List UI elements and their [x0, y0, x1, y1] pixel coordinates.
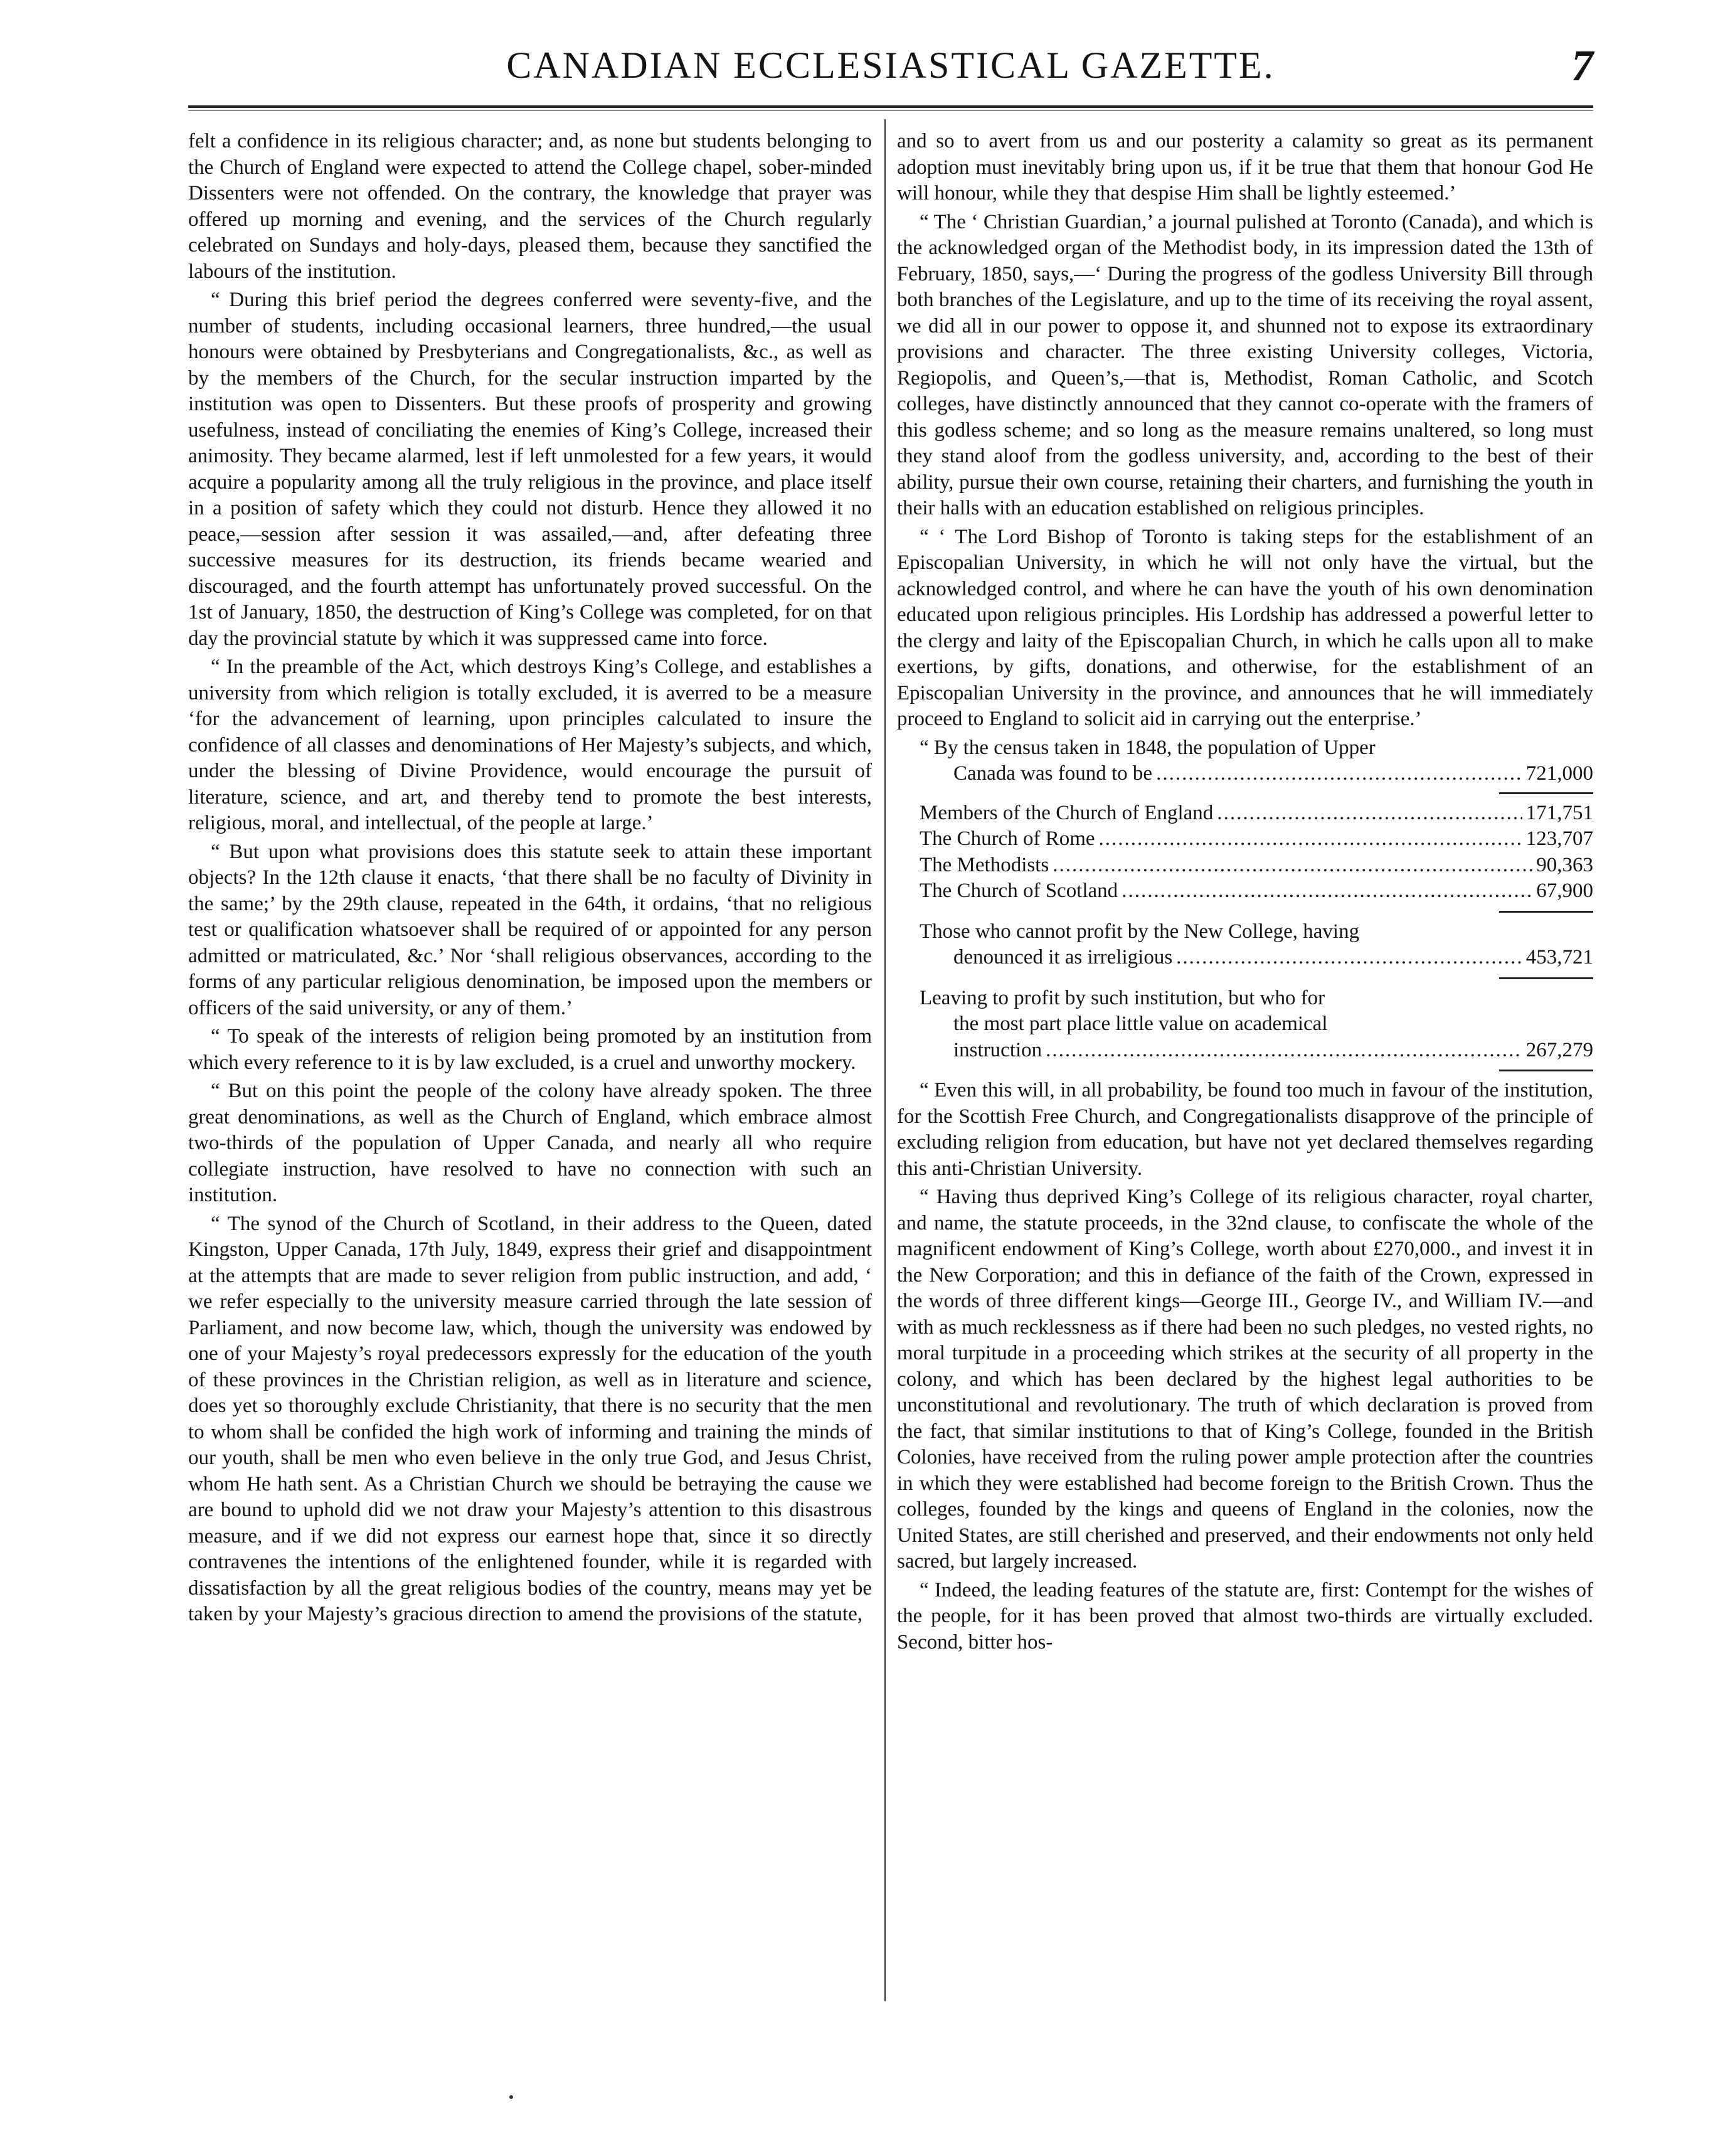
sum-rule [1499, 1070, 1593, 1071]
paragraph: “ To speak of the interests of religion being promoted by an institution from which every reference to it is by law excluded, is a cruel and unworthy mockery. [188, 1025, 872, 1074]
census-intro: “ By the census taken in 1848, the population of Upper [920, 736, 1376, 759]
census-label: instruction [953, 1038, 1042, 1061]
header-rule-thin [188, 110, 1593, 111]
census-label: The Church of Scotland [920, 879, 1118, 902]
census-table [897, 735, 1593, 1072]
page-number: 7 [1571, 42, 1593, 90]
census-label: The Church of Rome [920, 827, 1095, 850]
left-column [188, 129, 872, 1630]
paragraph: “ But upon what provisions does this statute seek to attain these important objects? In the 12th clause it enacts, ‘that there shall be no faculty of Divinity in the same;’ by the 29th clause, repeated in the 64th, it ordains, ‘that no religious test or qualification whatsoever shall be required of or appointed for any person admitted or matriculated, &c.’ Nor ‘shall religious observances, according to the forms of any particular religious denomination, be imposed upon the members or officers of the said university, or any of them.’ [188, 840, 872, 1019]
census-value: 721,000 [1525, 762, 1593, 785]
census-value: 453,721 [1525, 946, 1593, 969]
leader-dots [1122, 878, 1532, 905]
census-label: The Methodists [920, 853, 1049, 876]
census-denominations [897, 800, 1593, 905]
header-rule [188, 105, 1593, 108]
leader-dots [1099, 826, 1522, 852]
right-column [897, 129, 1593, 1658]
census-label: Canada was found to be [953, 762, 1153, 785]
column-divider [884, 119, 886, 2001]
paragraph: “ ‘ The Lord Bishop of Toronto is taking steps for the establishment of an Episcopalian University, in which he will not only have the virtual, but the acknowledged control, and where he can have the youth of his own denomination educated upon religious principles. His Lordship has addressed a powerful letter to the clergy and laity of the Episcopalian Church, in which he calls upon all to make exertions, by gifts, donations, and otherwise, for the establishment of an Episcopalian University in the province, and announces that he will immediately proceed to England to solicit aid in carrying out the enterprise.’ [897, 525, 1593, 730]
census-text: Those who cannot profit by the New College, having [920, 920, 1360, 943]
census-value: 123,707 [1525, 827, 1593, 850]
paragraph: and so to avert from us and our posterity a calamity so great as its permanent adoption must inevitably bring upon us, if it be true that them that honour God He will honour, while they that despise Him shall be lightly esteemed.’ [897, 130, 1593, 204]
sum-rule [1499, 911, 1593, 913]
census-label: denounced it as irreligious [953, 946, 1173, 969]
paragraph: “ Even this will, in all probability, be found too much in favour of the institution, for the Scottish Free Church, and Congregationalists disapprove of the principle of excluding religion from education, but have not yet declared themselves regarding this anti-Christian University. [897, 1079, 1593, 1180]
census-value: 267,279 [1525, 1038, 1593, 1061]
census-value: 171,751 [1525, 801, 1593, 824]
census-row [897, 1038, 1593, 1064]
paragraph: “ The synod of the Church of Scotland, in their address to the Queen, dated Kingston, Upper Canada, 17th July, 1849, express their grief and disappointment at the attempts that are made to sever religion from public instruction, and add, ‘ we refer especially to the university measure carried through the late session of Parliament, and now become law, which, though the university was endowed by one of your Majesty’s royal predecessors expressly for the education of the youth of these provinces in the Christian religion, as well as in literature and science, does yet so thoroughly exclude Christianity, that there is no security that the men to whom shall be confided the high work of informing and training the minds of our youth, shall be men who even believe in the only true God, and Jesus Christ, whom He hath sent. As a Christian Church we should be betraying the cause we are bound to uphold did we not draw your Majesty’s attention to this disastrous measure, and if we did not express our earnest hope that, since it so directly contravenes the intentions of the enlightened founder, while it is regarded with dissatisfaction by all the great religious bodies of the country, means may yet be taken by your Majesty’s gracious direction to amend the provisions of the statute, [188, 1212, 872, 1625]
leader-dots [1046, 1038, 1522, 1064]
paragraph: “ In the preamble of the Act, which destroys King’s College, and establishes a university from which religion is totally excluded, it is averred to be a measure ‘for the advancement of learning, upon principles calculated to insure the confidence of all classes and denominations of Her Majesty’s subjects, and which, under the blessing of Divine Providence, would encourage the pursuit of literature, science, and art, and thereby tend to promote the best interests, religious, moral, and intellectual, of the people at large.’ [188, 656, 872, 834]
census-subtotal [897, 919, 1593, 971]
paragraph: “ Having thus deprived King’s College of its religious character, royal charter, and name, the statute proceeds, in the 32nd clause, to confiscate the whole of the magnificent endowment of King’s College, worth about £270,000., and invest it in the New Corporation; and this in defiance of the faith of the Crown, expressed in the words of three different kings—George III., George IV., and William IV.—and with as much recklessness as if there had been no such pledges, no vested rights, no moral turpitude in a proceeding which strikes at the security of all property in the colony, and which has been declared by the highest legal authorities to be unconstitutional and revolutionary. The truth of which declaration is proved from the fact, that similar institutions to that of King’s College, founded in the British Colonies, have received from the ruling power ample protection after the countries in which they were established had become foreign to the British Crown. Thus the colleges, founded by the kings and queens of England in the colonies, now the United States, are still cherished and preserved, and their endowments not only held sacred, but largely increased. [897, 1186, 1593, 1573]
census-row [897, 800, 1593, 827]
census-label: Members of the Church of England [920, 801, 1214, 824]
census-value: 90,363 [1536, 853, 1593, 876]
paragraph: “ Indeed, the leading features of the statute are, first: Contempt for the wishes of the people, for it has been proved that almost two-thirds are virtually excluded. Second, bitter hos- [897, 1578, 1593, 1654]
leader-dots [1156, 761, 1522, 787]
census-row [897, 878, 1593, 905]
leader-dots [1053, 852, 1532, 879]
sum-rule [1499, 977, 1593, 979]
page-header [188, 44, 1593, 94]
census-row [897, 826, 1593, 852]
paragraph: “ During this brief period the degrees conferred were seventy-five, and the number of students, including occasional learners, three hundred,—the usual honours were obtained by Presbyterians and Congregationalists, &c., as well as by the members of the Church, for the secular instruction imparted by the institution was open to Dissenters. But these proofs of prosperity and growing usefulness, instead of conciliating the enemies of King’s College, increased their animosity. They became alarmed, lest if left unmolested for a few years, it would acquire a popularity among all the truly religious in the province, and place itself in a position of safety which they could not disturb. Hence they allowed it no peace,—session after session it was assailed,—and, after defeating three successive measures for its destruction, its friends became wearied and discouraged, and the fourth attempt has unfortunately proved successful. On the 1st of January, 1850, the destruction of King’s College was completed, for on that day the provincial statute by which it was suppressed came into force. [188, 289, 872, 650]
census-row [897, 852, 1593, 879]
paragraph: “ But on this point the people of the colony have already spoken. The three great denominations, as well as the Church of England, which embrace almost two-thirds of the population of Upper Canada, and nearly all who require collegiate instruction, have resolved to have no connection with such an institution. [188, 1080, 872, 1206]
leader-dots [1176, 945, 1522, 971]
census-total-row [897, 761, 1593, 787]
paragraph: “ The ‘ Christian Guardian,’ a journal pulished at Toronto (Canada), and which is the acknowledged organ of the Methodist body, in its impression dated the 13th of February, 1850, says,—‘ During the progress of the godless University Bill through both branches of the Legislature, and up to the time of its receiving the royal assent, we did all in our power to oppose it, and shunned not to expose its extraordinary provisions and character. The three existing University colleges, Victoria, Regiopolis, and Queen’s,—that is, Methodist, Roman Catholic, and Scotch colleges, have distinctly announced that they cannot co-operate with the framers of this godless scheme; and so long as the measure remains unaltered, so long must they stand aloof from the godless university, and, according to the best of their ability, pursue their own course, retaining their charters, and furnishing the youth in their halls with an education established on religious principles. [897, 210, 1593, 519]
census-text: Leaving to profit by such institution, but who for [920, 986, 1325, 1009]
census-value: 67,900 [1536, 879, 1593, 902]
census-remainder [897, 985, 1593, 1064]
print-mark [509, 2095, 513, 2099]
leader-dots [1217, 800, 1522, 827]
sum-rule [1499, 792, 1593, 794]
census-row [897, 945, 1593, 971]
paragraph: felt a confidence in its religious character; and, as none but students belonging to the Church of England were expected to attend the College chapel, sober-minded Dissenters were not offended. On the contrary, the knowledge that prayer was offered up morning and evening, and the services of the Church regularly celebrated on Sundays and holy-days, pleased them, because they sanctified the labours of the institution. [188, 130, 872, 283]
publication-title: CANADIAN ECCLESIASTICAL GAZETTE. [506, 45, 1275, 86]
census-text: the most part place little value on academical [953, 1012, 1328, 1035]
